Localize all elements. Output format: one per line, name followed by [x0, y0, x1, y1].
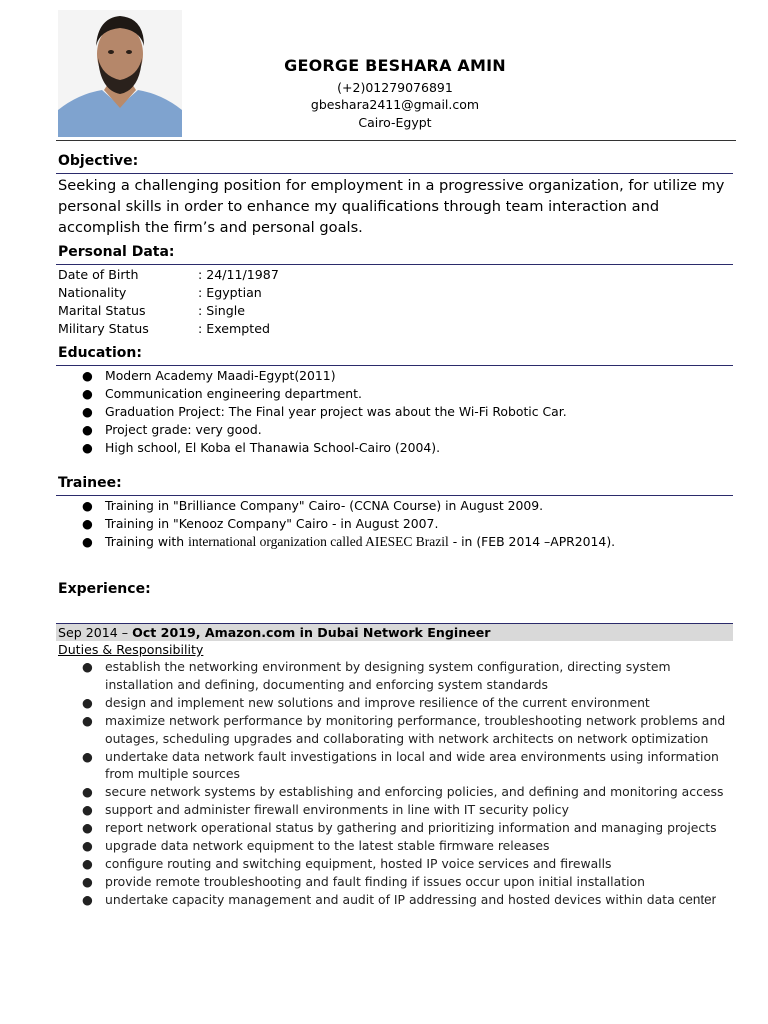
- bullet-icon: ●: [82, 891, 93, 907]
- bullet-icon: ●: [82, 820, 93, 836]
- bullet-icon: ●: [82, 748, 93, 764]
- list-item: ● report network operational status by gathering and prioritizing information and managing projects: [82, 820, 717, 836]
- list-item: ● Communication engineering department.: [82, 385, 362, 401]
- personal-label: Nationality: [58, 285, 127, 300]
- bullet-icon: ●: [82, 421, 93, 437]
- bullet-icon: ●: [82, 712, 93, 728]
- list-item: ● Training in "Kenooz Company" Cairo - in August 2007.: [82, 515, 439, 531]
- bullet-icon: ●: [82, 784, 93, 800]
- duties-list: [76, 658, 736, 909]
- bullet-icon: ●: [82, 515, 93, 531]
- personal-label: Date of Birth: [58, 267, 139, 282]
- job-title-bar: Sep 2014 – Oct 2019, Amazon.com in Dubai Network Engineer: [56, 623, 733, 641]
- trainee-heading: Trainee:: [58, 475, 122, 491]
- objective-rule: [56, 173, 733, 174]
- bullet-icon: ●: [82, 439, 93, 455]
- header-divider: [56, 140, 736, 141]
- education-heading: Education:: [58, 345, 142, 361]
- personal-value: : 24/11/1987: [198, 267, 279, 282]
- personal-data-heading: Personal Data:: [58, 244, 175, 260]
- personal-row: [58, 267, 279, 282]
- profile-photo: [58, 10, 182, 137]
- candidate-name: GEORGE BESHARA AMIN: [284, 56, 506, 75]
- personal-data-rule: [56, 264, 733, 265]
- personal-label: Military Status: [58, 321, 149, 336]
- list-item: ● undertake capacity management and audit of IP addressing and hosted devices within data center: [82, 891, 717, 907]
- list-item: ● Training in "Brilliance Company" Cairo- (CCNA Course) in August 2009.: [82, 498, 544, 513]
- trainee-rule: [56, 495, 733, 496]
- personal-value: : Exempted: [198, 321, 270, 336]
- bullet-icon: ●: [82, 838, 93, 854]
- list-item: ● support and administer firewall environments in line with IT security policy: [82, 802, 569, 818]
- job-start: Sep 2014: [58, 625, 118, 640]
- personal-row: [58, 285, 262, 300]
- list-item: ● configure routing and switching equipment, hosted IP voice services and firewalls: [82, 855, 612, 871]
- list-item: ● maximize network performance by monitoring performance, troubleshooting network problems and outages, scheduling upgrades and collaborating with network architects on network optimization: [82, 712, 726, 746]
- personal-label: Marital Status: [58, 303, 146, 318]
- bullet-icon: ●: [82, 498, 93, 513]
- personal-value: : Egyptian: [198, 285, 262, 300]
- list-item: ● provide remote troubleshooting and fault finding if issues occur upon initial installation: [82, 873, 645, 889]
- list-item: ● High school, El Koba el Thanawia School-Cairo (2004).: [82, 439, 441, 455]
- bullet-icon: ●: [82, 855, 93, 871]
- email-address: gbeshara2411@gmail.com: [310, 97, 480, 112]
- list-item: ● Modern Academy Maadi-Egypt(2011): [82, 368, 336, 383]
- phone-number: (+2)01279076891: [337, 80, 453, 95]
- bullet-icon: ●: [82, 385, 93, 401]
- list-item: ● design and implement new solutions and improve resilience of the current environment: [82, 694, 650, 710]
- objective-text: Seeking a challenging position for employment in a progressive organization, for utilize my personal skills in order to enhance my qualifications through team interaction and accomplish the firm’s and personal goals.: [58, 177, 725, 236]
- list-item: ● Graduation Project: The Final year project was about the Wi-Fi Robotic Car.: [82, 403, 567, 419]
- bullet-icon: ●: [82, 873, 93, 889]
- trainee-list: [76, 497, 615, 551]
- personal-row: [58, 321, 270, 336]
- objective-heading: Objective:: [58, 153, 139, 169]
- list-item: ● upgrade data network equipment to the latest stable firmware releases: [82, 838, 550, 854]
- list-item: ● establish the networking environment by designing system configuration, directing system installation and defining, documenting and enforcing system standards: [82, 659, 671, 692]
- job-details: Oct 2019, Amazon.com in Dubai Network Engineer: [132, 625, 491, 640]
- personal-value: : Single: [198, 303, 245, 318]
- experience-heading: Experience:: [58, 581, 151, 597]
- bullet-icon: ●: [82, 802, 93, 818]
- list-item: ● Training with international organization called AIESEC Brazil - in (FEB 2014 –APR2014).: [82, 533, 616, 549]
- bullet-icon: ●: [82, 694, 93, 710]
- duties-heading: Duties & Responsibility: [58, 642, 204, 657]
- bullet-icon: ●: [82, 659, 93, 674]
- personal-row: [58, 303, 245, 318]
- list-item: ● undertake data network fault investigations in local and wide area environments using information from multiple sources: [82, 748, 719, 782]
- bullet-icon: ●: [82, 368, 93, 383]
- list-item: ● secure network systems by establishing and enforcing policies, and defining and monitoring access: [82, 784, 724, 800]
- education-rule: [56, 365, 733, 366]
- bullet-icon: ●: [82, 403, 93, 419]
- location: Cairo-Egypt: [358, 115, 432, 130]
- bullet-icon: ●: [82, 533, 93, 549]
- education-list: [76, 367, 567, 457]
- list-item: ● Project grade: very good.: [82, 421, 262, 437]
